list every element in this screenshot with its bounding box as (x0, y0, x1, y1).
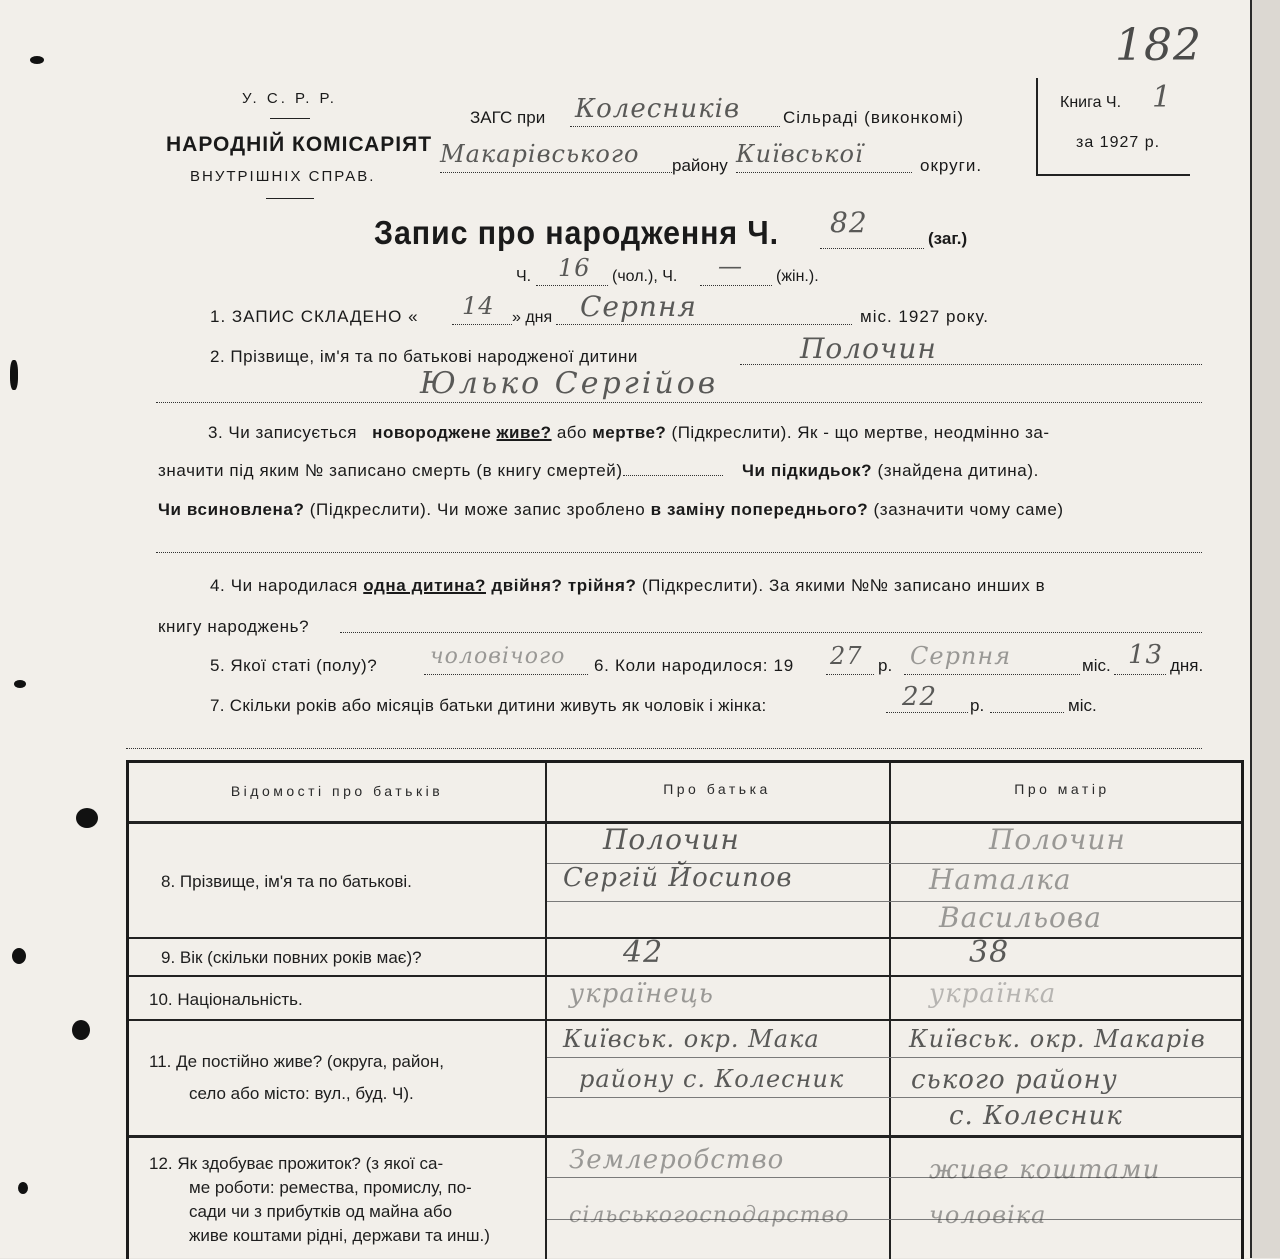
male-number-handwritten: 16 (558, 254, 591, 282)
field-4-text-a: 4. Чи народилася (210, 576, 358, 595)
field-3-text-g: (зазначити чому саме) (873, 500, 1064, 519)
ink-stain (76, 808, 98, 828)
field-3-line2 (158, 461, 1039, 481)
row-divider (129, 1019, 1241, 1021)
field-2-name-line (156, 402, 1202, 403)
row-12-label-1: 12. Як здобуває прожиток? (з якої са- (149, 1154, 444, 1173)
field-6-month-handwritten: Серпня (910, 642, 1012, 670)
paper-edge (1250, 0, 1280, 1258)
row-9-mother: 38 (969, 935, 1010, 970)
region-handwritten: Київської (736, 140, 864, 168)
field-1-suffix: міс. 1927 року. (860, 307, 990, 326)
row-8-mother-line1: Полочин (989, 823, 1126, 856)
field-6-year-line (826, 674, 874, 675)
field-7-mis: міс. (1068, 696, 1097, 715)
field-3-adopted: Чи всиновлена? (158, 500, 305, 519)
field-6-dnia: дня. (1170, 656, 1204, 675)
field-7-years-handwritten: 22 (902, 682, 938, 712)
row-12-label-3: сади чи з прибутків од майна або (189, 1202, 453, 1221)
field-4-text-c: книгу народжень? (158, 617, 310, 636)
female-label: (жін.). (776, 268, 819, 285)
separator-line (126, 748, 1202, 749)
field-1-day-label: » дня (512, 309, 553, 326)
field-3-line1 (208, 423, 1049, 443)
row-11-label-1: 11. Де постійно живе? (округа, район, (149, 1052, 444, 1071)
field-3-alive-word: новороджене (372, 423, 497, 442)
col-divider (545, 763, 547, 1259)
field-2-name-handwritten: Юлько Сергійов (420, 366, 719, 401)
field-4-line1 (210, 576, 1045, 596)
row-divider (129, 975, 1241, 977)
district-line (440, 172, 672, 173)
field-6-day-line (1114, 674, 1166, 675)
row-12-father-line2: сільськогосподарство (569, 1203, 850, 1228)
field-3-text-d: значити під яким № записано смерть (в книгу смертей) (158, 461, 623, 480)
field-3-alive (372, 423, 551, 442)
field-3-text-f: (Підкреслити). Чи може запис зроблено (309, 500, 646, 519)
page-title: Запис про народження Ч. (374, 214, 780, 251)
field-3-found: Чи підкидьок? (741, 461, 873, 480)
book-number-handwritten: 1 (1152, 80, 1173, 115)
female-number-handwritten: — (718, 252, 743, 280)
field-1-month-handwritten: Серпня (580, 290, 697, 323)
state-abbrev: У. С. Р. Р. (242, 90, 337, 107)
page-number-handwritten: 182 (1115, 20, 1202, 71)
female-number-line (700, 285, 772, 286)
record-suffix: (заг.) (928, 229, 968, 248)
field-5-handwritten: чоловічого (430, 644, 566, 669)
ink-stain (72, 1020, 90, 1040)
ink-stain (10, 360, 18, 390)
field-7-months-line (990, 712, 1064, 713)
field-6-year-handwritten: 27 (830, 642, 863, 670)
field-6-month-line (904, 674, 1080, 675)
field-2-surname-line (740, 364, 1202, 365)
male-number-line (536, 285, 608, 286)
field-1-day-line (452, 324, 512, 325)
row-9-father: 42 (623, 935, 664, 970)
divider (270, 118, 310, 119)
row-8-mother-line2: Наталка (929, 863, 1072, 896)
field-1-day-handwritten: 14 (462, 292, 495, 320)
field-4-triplet: трійня? (567, 576, 637, 595)
field-6-mis: міс. (1082, 656, 1111, 675)
field-7-r: р. (970, 696, 985, 715)
row-9-label: 9. Вік (скільки повних років має)? (161, 948, 422, 967)
ministry-name: НАРОДНІЙ КОМІСАРІЯТ (166, 133, 433, 156)
subline (547, 1057, 1241, 1058)
ink-stain (12, 948, 26, 964)
row-12-mother-line1: живе коштами (929, 1155, 1161, 1185)
region-line (736, 172, 912, 173)
ink-stain (18, 1182, 28, 1194)
field-5-label: 5. Якої статі (полу)? (210, 656, 378, 675)
row-10-father: українець (569, 979, 714, 1009)
row-10-label: 10. Національність. (149, 990, 303, 1009)
field-4-answer-line (340, 632, 1202, 633)
region-word: округи. (920, 156, 983, 175)
record-number-line (820, 248, 924, 249)
field-6-r: р. (878, 656, 893, 675)
row-8-label: 8. Прізвище, ім'я та по батькові. (161, 872, 412, 891)
book-year: за 1927 р. (1076, 134, 1161, 151)
field-3-text-c: (Підкреслити). Як - що мертве, неодмінно за- (671, 423, 1050, 442)
zags-suffix: Сільраді (виконкомі) (783, 108, 965, 127)
field-1-month-line (556, 324, 852, 325)
row-11-mother-line3: с. Колесник (949, 1101, 1123, 1131)
row-11-label-2: село або місто: вул., буд. Ч). (189, 1084, 414, 1103)
row-8-mother-line3: Васильова (939, 901, 1102, 934)
row-11-father-line2: району с. Колесник (579, 1065, 845, 1093)
subline (547, 901, 1241, 902)
row-12-label-2: ме роботи: ремества, промислу, по- (189, 1178, 472, 1197)
row-10-mother: українка (929, 979, 1057, 1009)
table-header-mother: Про матір (1014, 781, 1110, 797)
field-6-label: 6. Коли народилося: 19 (594, 656, 794, 675)
row-divider (129, 1135, 1241, 1138)
row-11-mother-line2: ського району (911, 1065, 1118, 1095)
field-2-surname-handwritten: Полочин (800, 332, 937, 365)
field-4-twin: двійня? (491, 576, 563, 595)
field-7-years-line (886, 712, 968, 713)
record-number-handwritten: 82 (830, 206, 868, 239)
row-11-mother-line1: Київськ. окр. Макарів (909, 1025, 1206, 1053)
row-12-father-line1: Землеробство (569, 1145, 785, 1175)
subnumber-prefix: Ч. (516, 268, 532, 285)
field-3-alive-underlined: живе? (496, 423, 552, 442)
field-4-one: одна дитина? (363, 576, 486, 595)
field-5-line (424, 674, 588, 675)
field-3-text-e: (знайдена дитина). (877, 461, 1039, 480)
zags-village-line (570, 126, 780, 127)
field-3-answer-line (156, 552, 1202, 553)
divider (266, 198, 314, 199)
parents-table (126, 760, 1244, 1259)
field-1-prefix: 1. ЗАПИС СКЛАДЕНО « (210, 307, 419, 326)
row-8-father-line1: Полочин (603, 823, 740, 856)
field-3-line3 (158, 500, 1064, 520)
field-3-dead: мертве? (592, 423, 667, 442)
district-handwritten: Макарівського (440, 140, 640, 168)
row-12-label-4: живе коштами рідні, держави та инш.) (189, 1226, 490, 1245)
row-divider (129, 937, 1241, 939)
field-2-label: 2. Прізвище, ім'я та по батькові народженої дитини (210, 347, 638, 366)
zags-village-handwritten: Колесників (575, 94, 741, 124)
ink-stain (30, 56, 44, 64)
book-label: Книга Ч. (1060, 94, 1122, 111)
field-6-day-handwritten: 13 (1128, 640, 1164, 670)
table-header-father: Про батька (663, 781, 771, 797)
row-11-father-line1: Київськ. окр. Мака (563, 1025, 820, 1053)
district-word: району (672, 156, 728, 175)
field-3-text-a: 3. Чи записується (208, 423, 357, 442)
col-divider (889, 763, 891, 1259)
field-7-label: 7. Скільки років або місяців батьки дитини живуть як чоловік і жінка: (210, 696, 767, 715)
field-3-text-b: або (556, 423, 587, 442)
ink-stain (14, 680, 26, 688)
zags-prefix: ЗАГС при (470, 108, 546, 127)
row-12-mother-line2: чоловіка (929, 1201, 1047, 1229)
table-header-info: Відомості про батьків (230, 783, 444, 799)
department-name: ВНУТРІШНІХ СПРАВ. (190, 168, 376, 185)
male-label: (чол.), Ч. (612, 268, 678, 285)
subline (547, 1097, 1241, 1098)
field-3-replace: в заміну попереднього? (650, 500, 869, 519)
field-4-text-b: (Підкреслити). За якими №№ записано инших в (641, 576, 1046, 595)
row-8-father-line2: Сергій Йосипов (563, 863, 793, 893)
